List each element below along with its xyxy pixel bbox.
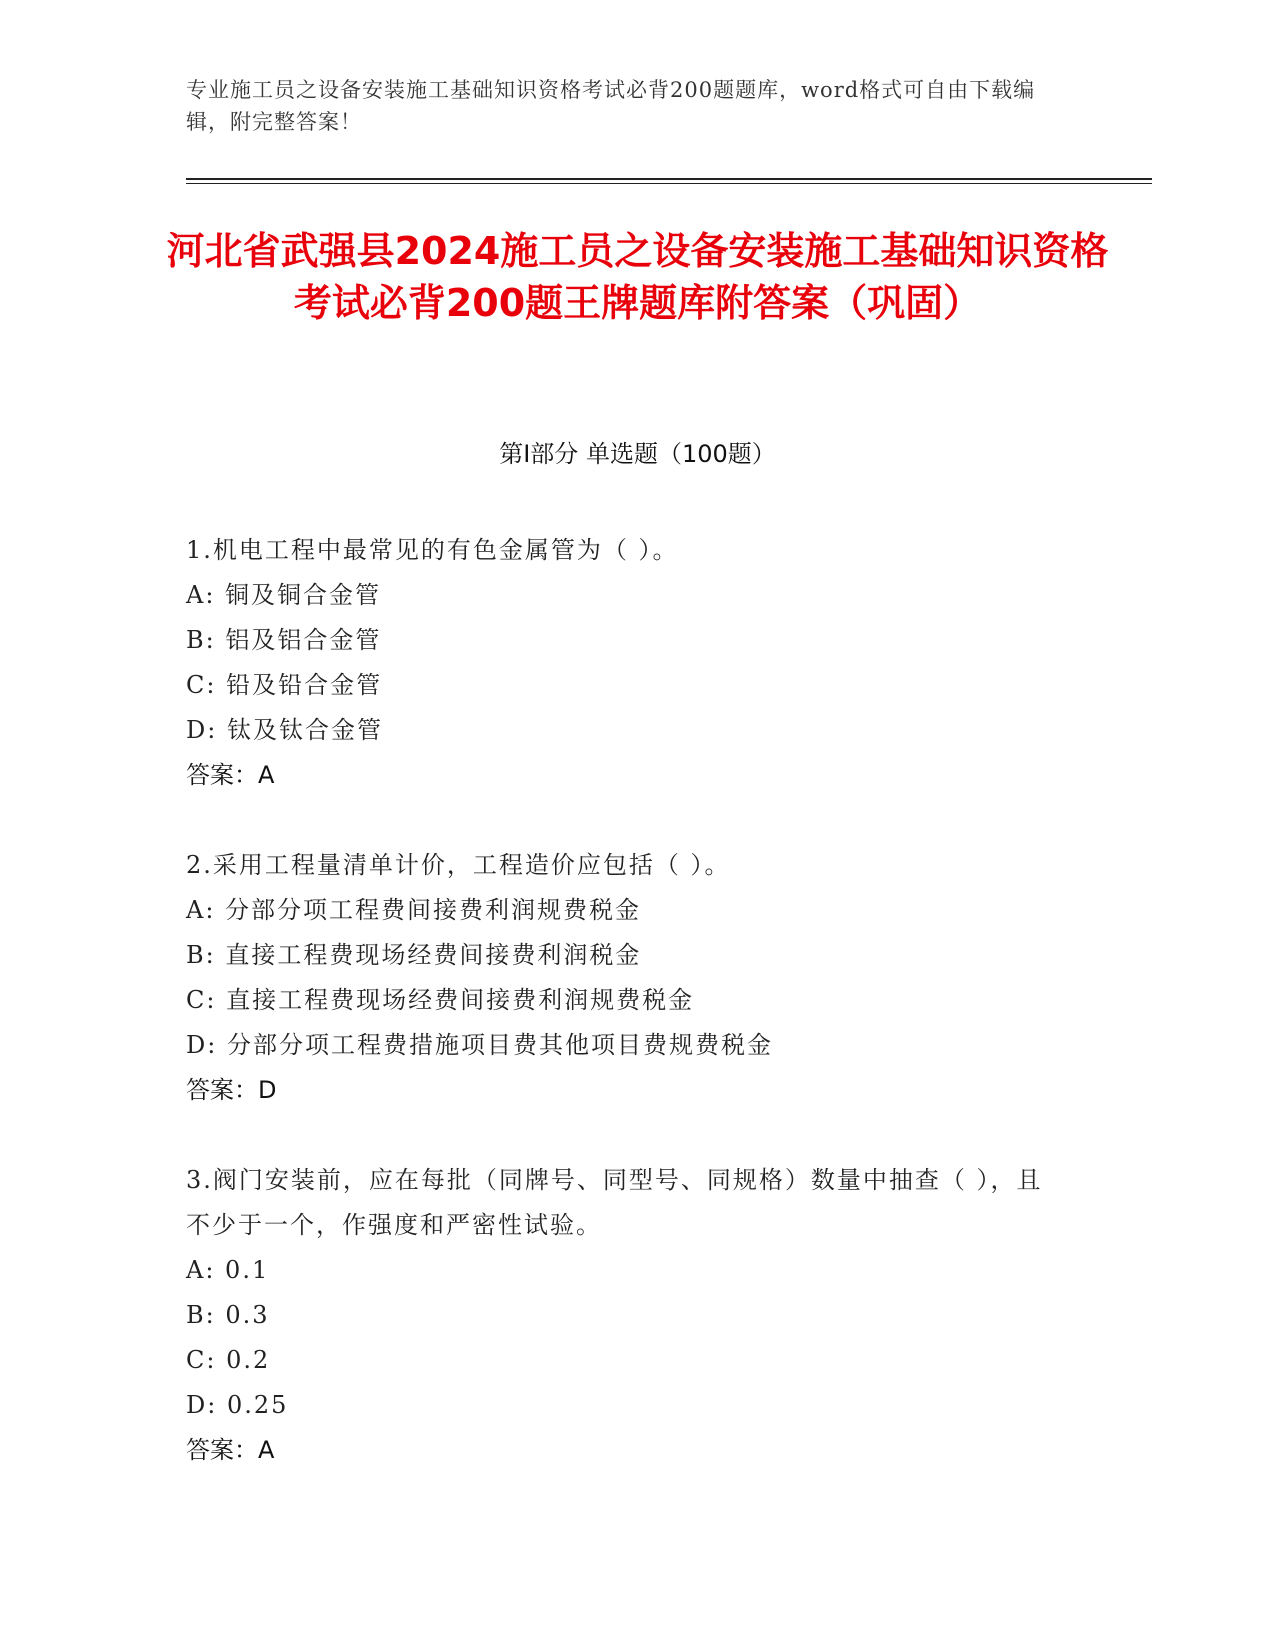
- answer: 答案：A: [186, 761, 275, 789]
- question-stem: 1.机电工程中最常见的有色金属管为（ ）。: [186, 536, 679, 564]
- option-d: D: 分部分项工程费措施项目费其他项目费规费税金: [186, 1031, 773, 1059]
- option-a: A: 铜及铜合金管: [186, 581, 382, 609]
- option-d: D: 钛及钛合金管: [186, 716, 383, 744]
- option-d: D: 0.25: [186, 1391, 289, 1419]
- header-divider-thick: [186, 178, 1152, 180]
- question-stem: 2.采用工程量清单计价，工程造价应包括（ ）。: [186, 851, 731, 879]
- section-heading: 第Ⅰ部分 单选题（100题）: [499, 440, 776, 468]
- option-b: B: 铝及铝合金管: [186, 626, 382, 654]
- question-2: [186, 843, 1066, 1113]
- option-b: B: 0.3: [186, 1301, 270, 1329]
- answer: 答案：A: [186, 1436, 275, 1464]
- document-title: 河北省武强县2024施工员之设备安装施工基础知识资格考试必背200题王牌题库附答案（巩固）: [166, 229, 1109, 325]
- question-3: [186, 1158, 1066, 1473]
- answer: 答案：D: [186, 1076, 277, 1104]
- option-a: A: 分部分项工程费间接费利润规费税金: [186, 896, 642, 924]
- option-c: C: 铅及铅合金管: [186, 671, 383, 699]
- question-1: [186, 528, 1066, 798]
- option-c: C: 0.2: [186, 1346, 271, 1374]
- option-c: C: 直接工程费现场经费间接费利润规费税金: [186, 986, 695, 1014]
- option-b: B: 直接工程费现场经费间接费利润税金: [186, 941, 642, 969]
- option-a: A: 0.1: [186, 1256, 270, 1284]
- question-list: [186, 528, 1066, 1518]
- question-stem: 3.阀门安装前，应在每批（同牌号、同型号、同规格）数量中抽查（ ），且不少于一个，作强度和严密性试验。: [186, 1166, 1043, 1239]
- header-note: 专业施工员之设备安装施工基础知识资格考试必背200题题库，word格式可自由下载编辑，附完整答案！: [186, 78, 1036, 134]
- header-divider-thin: [186, 183, 1152, 184]
